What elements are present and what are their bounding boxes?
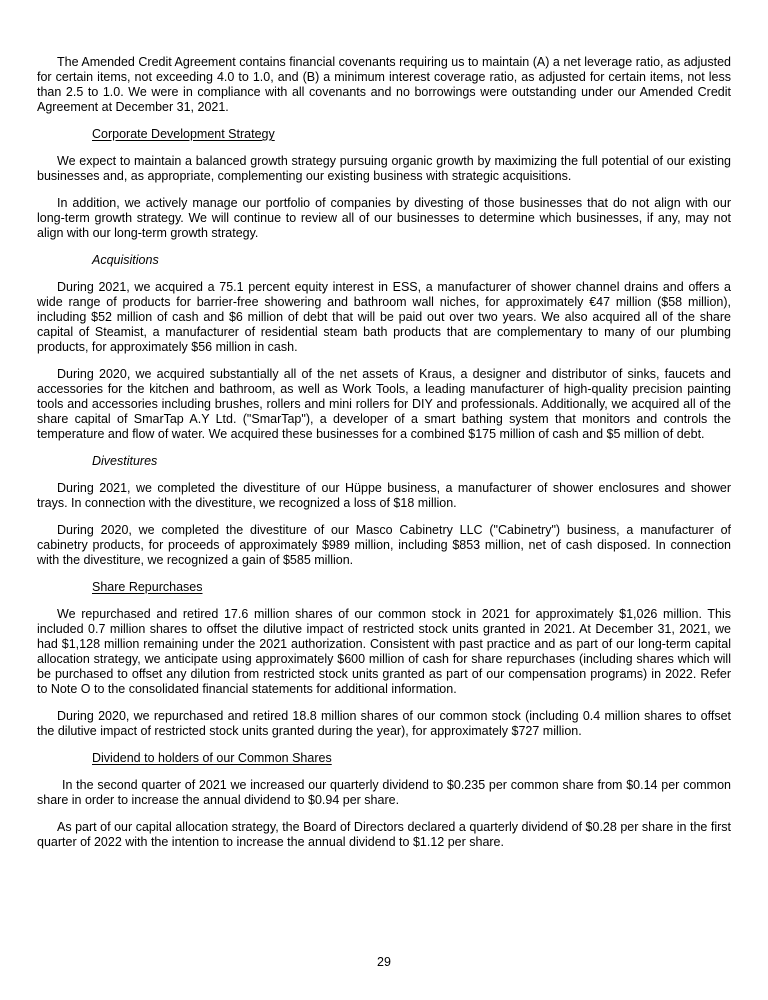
heading-text: Acquisitions bbox=[92, 253, 159, 267]
paragraph-portfolio-management: In addition, we actively manage our portfolio of companies by divesting of those businesses that do not align with our long-term growth strategy. We will continue to review all of our businesses to determine which businesses, if any, may not align with our long-term growth strategy. bbox=[37, 196, 731, 240]
paragraph-amended-credit-agreement: The Amended Credit Agreement contains financial covenants requiring us to maintain (A) a net leverage ratio, as adjusted for certain items, not exceeding 4.0 to 1.0, and (B) a minimum interest coverage ratio, as adjusted for certain items, not less than 2.5 to 1.0. We were in compliance with all covenants and no borrowings were outstanding under our Amended Credit Agreement at December 31, 2021. bbox=[37, 55, 731, 114]
paragraph-share-repurchases-2021: We repurchased and retired 17.6 million shares of our common stock in 2021 for approximately $1,026 million. This included 0.7 million shares to offset the dilutive impact of restricted stock units granted in 2021. At December 31, 2021, we had $1,128 million remaining under the 2021 authorization. Consistent with past practice and as part of our long-term capital allocation strategy, we anticipate using approximately $600 million of cash for share repurchases (including shares which will be purchased to offset any dilution from restricted stock units granted as part of our compensation programs) in 2022. Refer to Note O to the consolidated financial statements for additional information. bbox=[37, 607, 731, 696]
page-number: 29 bbox=[377, 955, 391, 969]
paragraph-balanced-growth-strategy: We expect to maintain a balanced growth strategy pursuing organic growth by maximizing the full potential of our existing businesses and, as appropriate, complementing our existing business with strategic acquisitions. bbox=[37, 154, 731, 183]
paragraph-share-repurchases-2020: During 2020, we repurchased and retired 18.8 million shares of our common stock (including 0.4 million shares to offset the dilutive impact of restricted stock units granted during the year), for approximately $727 million. bbox=[37, 709, 731, 738]
paragraph-acquisitions-2020: During 2020, we acquired substantially all of the net assets of Kraus, a designer and distributor of sinks, faucets and accessories for the kitchen and bathroom, as well as Work Tools, a leading manufacturer of high-quality precision painting tools and accessories including brushes, rollers and mini rollers for DIY and professionals. Additionally, we acquired all of the share capital of SmarTap A.Y Ltd. ("SmarTap"), a developer of a smart bathing system that monitors and controls the temperature and flow of water. We acquired these businesses for a combined $175 million of cash and $5 million of debt. bbox=[37, 367, 731, 441]
paragraph-dividend-2021: In the second quarter of 2021 we increased our quarterly dividend to $0.235 per common share from $0.14 per common share in order to increase the annual dividend to $0.94 per share. bbox=[37, 778, 731, 807]
paragraph-dividend-2022: As part of our capital allocation strategy, the Board of Directors declared a quarterly dividend of $0.28 per share in the first quarter of 2022 with the intention to increase the annual dividend to $1.12 per share. bbox=[37, 820, 731, 849]
paragraph-divestiture-2021: During 2021, we completed the divestiture of our Hüppe business, a manufacturer of shower enclosures and shower trays. In connection with the divestiture, we recognized a loss of $18 million. bbox=[37, 481, 731, 510]
heading-text: Dividend to holders of our Common Shares bbox=[92, 751, 332, 765]
heading-dividend-common-shares bbox=[92, 751, 731, 766]
heading-acquisitions bbox=[92, 253, 731, 268]
heading-text: Corporate Development Strategy bbox=[92, 127, 275, 141]
paragraph-acquisitions-2021: During 2021, we acquired a 75.1 percent equity interest in ESS, a manufacturer of shower channel drains and offers a wide range of products for barrier-free showering and bathroom wall niches, for approximately €47 million ($58 million), including $52 million of cash and $6 million of debt that will be paid out over two years. We also acquired all of the share capital of Steamist, a manufacturer of residential steam bath products that are complementary to many of our plumbing products, for approximately $56 million in cash. bbox=[37, 280, 731, 354]
heading-corporate-development-strategy bbox=[92, 127, 731, 142]
heading-share-repurchases bbox=[92, 580, 731, 595]
heading-text: Divestitures bbox=[92, 454, 158, 468]
paragraph-divestiture-2020: During 2020, we completed the divestiture of our Masco Cabinetry LLC ("Cabinetry") business, a manufacturer of cabinetry products, for proceeds of approximately $989 million, including $853 million, net of cash disposed. In connection with the divestiture, we recognized a gain of $585 million. bbox=[37, 523, 731, 567]
heading-text: Share Repurchases bbox=[92, 580, 203, 594]
heading-divestitures bbox=[92, 454, 731, 469]
